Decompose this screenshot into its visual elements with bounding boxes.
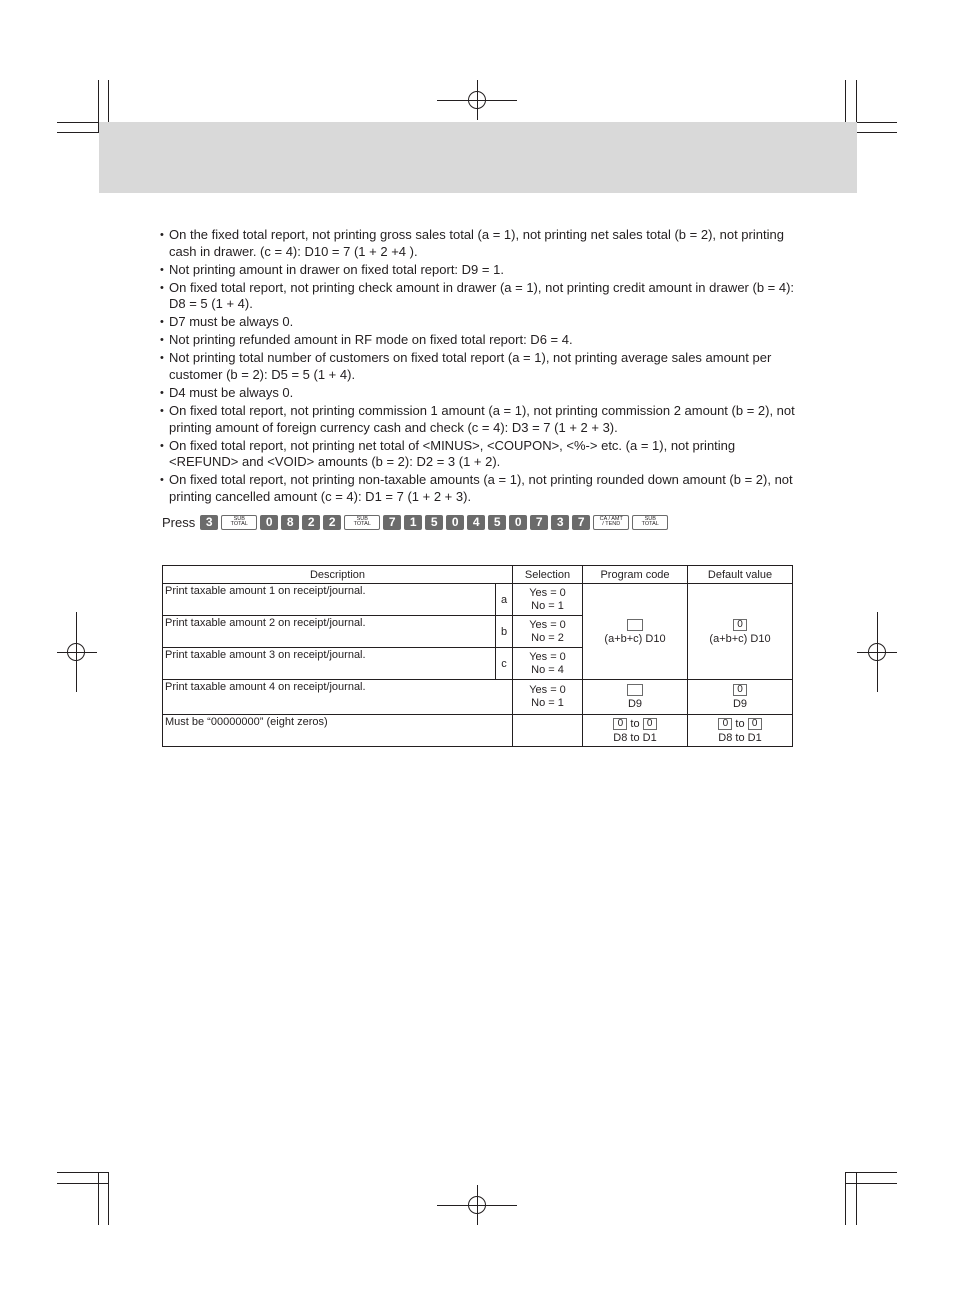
program-code-entry-box — [627, 619, 643, 631]
table-row — [163, 680, 793, 715]
header-description: Description — [163, 566, 513, 584]
key-1: 1 — [404, 515, 422, 530]
header-program-code: Program code — [583, 566, 688, 584]
default-value-box: 0 — [733, 619, 747, 631]
row-selection: Yes = 0 No = 1 — [513, 584, 583, 616]
row-selection: Yes = 0 No = 1 — [513, 680, 583, 715]
row-description: Print taxable amount 2 on receipt/journal. — [163, 616, 496, 648]
row-letter: c — [496, 648, 513, 680]
program-code-entry-box — [627, 684, 643, 696]
list-item: • Not printing total number of customers on fixed total report (a = 1), not printing average sales amount per customer (b = 2): D5 = 5 (1 + 4). — [160, 350, 800, 383]
list-item: • Not printing refunded amount in RF mode on fixed total report: D6 = 4. — [160, 332, 800, 349]
row-description: Print taxable amount 1 on receipt/journal. — [163, 584, 496, 616]
list-item: • On the fixed total report, not printing gross sales total (a = 1), not printing net sales total (b = 2), not printing cash in drawer. (c = 4): D10 = 7 (1 + 2 +4 ). — [160, 227, 800, 260]
key-7: 7 — [572, 515, 590, 530]
key-subtotal: SUB TOTAL — [221, 515, 257, 530]
program-code-box: 0 — [643, 718, 657, 730]
key-5: 5 — [425, 515, 443, 530]
header-selection: Selection — [513, 566, 583, 584]
key-7: 7 — [383, 515, 401, 530]
list-item: • D7 must be always 0. — [160, 314, 800, 331]
key-8: 8 — [281, 515, 299, 530]
table-row — [163, 715, 793, 747]
key-subtotal: SUB TOTAL — [344, 515, 380, 530]
key-3: 3 — [200, 515, 218, 530]
key-7: 7 — [530, 515, 548, 530]
table-row — [163, 584, 793, 616]
row-letter: a — [496, 584, 513, 616]
press-key-sequence — [162, 513, 671, 531]
key-4: 4 — [467, 515, 485, 530]
key-5: 5 — [488, 515, 506, 530]
list-item: • Not printing amount in drawer on fixed total report: D9 = 1. — [160, 262, 800, 279]
list-item: • On fixed total report, not printing check amount in drawer (a = 1), not printing credit amount in drawer (b = 4): D8 = 5 (1 + 4). — [160, 280, 800, 313]
key-0: 0 — [260, 515, 278, 530]
default-value-cell: 0 D9 — [688, 680, 793, 715]
default-value-cell: 0 (a+b+c) D10 — [688, 584, 793, 680]
row-description: Must be “00000000” (eight zeros) — [163, 715, 513, 747]
header-band — [99, 122, 857, 193]
list-item: • D4 must be always 0. — [160, 385, 800, 402]
table-header-row — [163, 566, 793, 584]
key-2: 2 — [323, 515, 341, 530]
row-selection — [513, 715, 583, 747]
press-label: Press — [162, 514, 196, 530]
program-code-cell: (a+b+c) D10 — [583, 584, 688, 680]
list-item: • On fixed total report, not printing non-taxable amounts (a = 1), not printing rounded down amount (b = 2), not printing cancelled amount (c = 4): D1 = 7 (1 + 2 + 3). — [160, 472, 800, 505]
row-selection: Yes = 0 No = 2 — [513, 616, 583, 648]
header-default-value: Default value — [688, 566, 793, 584]
program-table — [162, 565, 793, 747]
row-description: Print taxable amount 4 on receipt/journal. — [163, 680, 513, 715]
row-selection: Yes = 0 No = 4 — [513, 648, 583, 680]
program-code-cell: D9 — [583, 680, 688, 715]
list-item: • On fixed total report, not printing net total of <MINUS>, <COUPON>, <%-> etc. (a = 1), not printing <REFUND> and <VOID> amounts (b = 2): D2 = 3 (1 + 2). — [160, 438, 800, 471]
key-2: 2 — [302, 515, 320, 530]
default-value-box: 0 — [733, 684, 747, 696]
key-3: 3 — [551, 515, 569, 530]
row-letter: b — [496, 616, 513, 648]
explanation-list — [160, 227, 800, 507]
key-0: 0 — [509, 515, 527, 530]
key-subtotal: SUB TOTAL — [632, 515, 668, 530]
default-value-box: 0 — [748, 718, 762, 730]
program-code-box: 0 — [613, 718, 627, 730]
row-description: Print taxable amount 3 on receipt/journal. — [163, 648, 496, 680]
list-item: • On fixed total report, not printing commission 1 amount (a = 1), not printing commission 2 amount (b = 2), not printing amount of foreign currency cash and check (c = 4): D3 = 7 (1 + 2 + 3). — [160, 403, 800, 436]
key-0: 0 — [446, 515, 464, 530]
default-value-cell: 0 to 0 D8 to D1 — [688, 715, 793, 747]
program-code-cell: 0 to 0 D8 to D1 — [583, 715, 688, 747]
key-ca-amt-tend: CA / AMT / TEND — [593, 515, 629, 530]
default-value-box: 0 — [718, 718, 732, 730]
